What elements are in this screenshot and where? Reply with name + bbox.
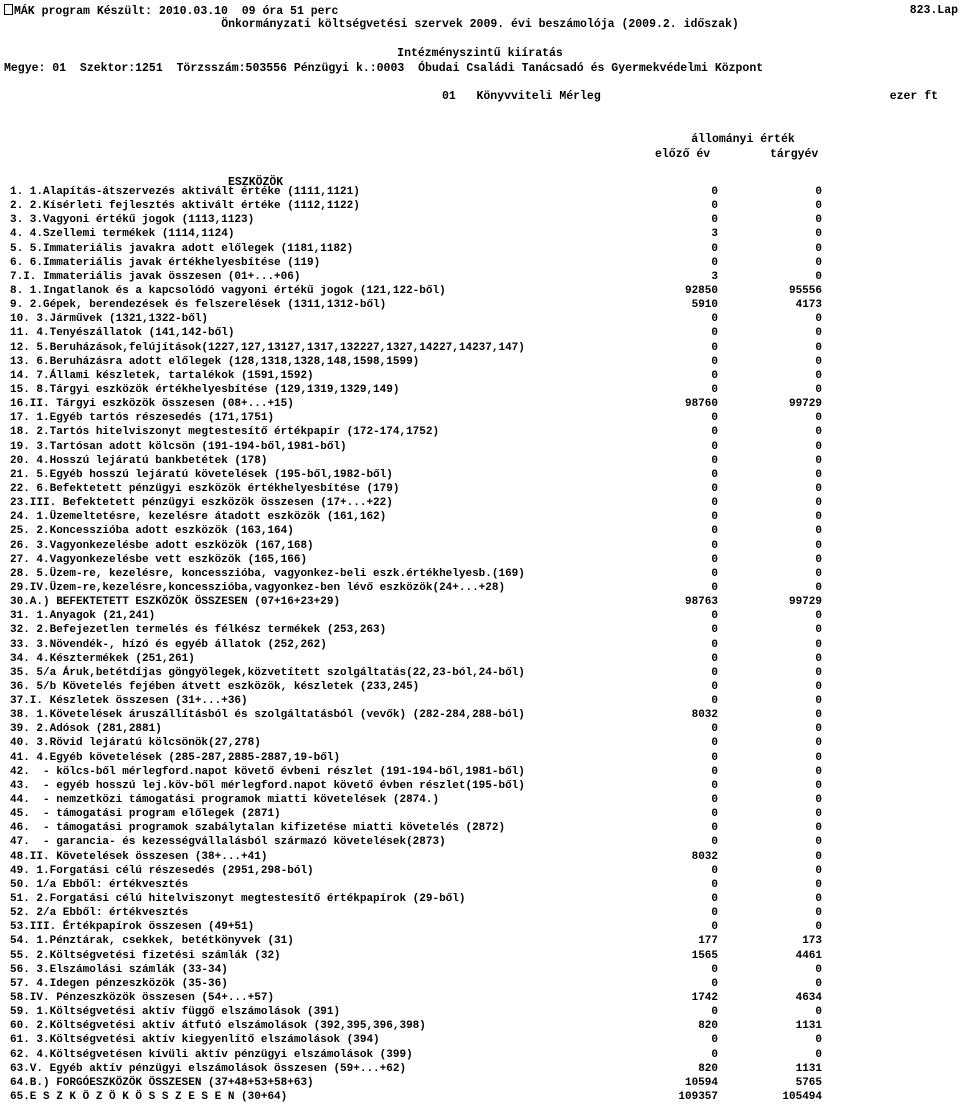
row-label: 60. 2.Költségvetési aktív átfutó elszámolások (392,395,396,398) (10, 1020, 426, 1033)
row-value-curr: 0 (815, 186, 822, 198)
row-label: 41. 4.Egyéb követelések (285-287,2885-2887,19-ből) (10, 751, 341, 764)
row-value-prev: 0 (711, 893, 718, 906)
row-value-prev: 0 (711, 567, 718, 580)
row-label: 14. 7.Állami készletek, tartalékok (1591,1592) (10, 369, 314, 382)
table-row (0, 1048, 960, 1062)
row-label: 24. 1.Üzemeltetésre, kezelésre átadott eszközök (161,162) (10, 511, 387, 524)
table-row (0, 920, 960, 934)
row-value-curr: 0 (815, 412, 822, 425)
row-value-curr: 173 (802, 935, 822, 948)
row-value-prev: 0 (711, 963, 718, 976)
table-row (0, 270, 960, 284)
row-value-curr: 0 (815, 977, 822, 990)
row-label: 47. - garancia- és kezességvállalásból származó követelések(2873) (10, 836, 446, 849)
row-value-curr: 0 (815, 270, 822, 283)
row-value-prev: 0 (711, 808, 718, 821)
row-label: 46. - támogatási programok szabálytalan kifizetése miatti követelés (2872) (10, 822, 506, 835)
row-label: 63.V. Egyéb aktív pénzügyi elszámolások összesen (59+...+62) (10, 1062, 407, 1075)
row-value-curr: 0 (815, 864, 822, 877)
row-label: 38. 1.Követelések áruszállításból és szolgáltatásból (vevők) (282-284,288-ból) (10, 709, 525, 722)
table-row (0, 383, 960, 397)
row-value-prev: 0 (711, 256, 718, 269)
table-row (0, 807, 960, 821)
row-label: 44. - nemzetközi támogatási programok miatti követelések (2874.) (10, 794, 440, 807)
row-value-curr: 0 (815, 327, 822, 340)
row-label: 31. 1.Anyagok (21,241) (10, 610, 156, 623)
row-value-curr: 0 (815, 695, 822, 708)
row-value-curr: 0 (815, 610, 822, 623)
row-label: 64.B.) FORGÓESZKÖZÖK ÖSSZESEN (37+48+53+58+63) (10, 1076, 314, 1089)
table-row (0, 963, 960, 977)
row-value-prev: 0 (711, 327, 718, 340)
unit-label: ezer ft (889, 90, 938, 103)
row-label: 32. 2.Befejezetlen termelés és félkész termékek (253,263) (10, 624, 387, 637)
row-label: 45. - támogatási program előlegek (2871) (10, 808, 281, 821)
row-value-curr: 0 (815, 680, 822, 693)
row-value-prev: 0 (711, 553, 718, 566)
row-value-prev: 0 (711, 765, 718, 778)
row-value-prev: 0 (711, 666, 718, 679)
row-value-curr: 0 (815, 581, 822, 594)
row-value-prev: 10594 (684, 1076, 718, 1089)
table-row (0, 326, 960, 340)
table-row (0, 694, 960, 708)
table-row (0, 355, 960, 369)
table-row (0, 440, 960, 454)
row-value-curr: 0 (815, 1034, 822, 1047)
row-value-curr: 0 (815, 850, 822, 863)
row-value-curr: 4173 (795, 299, 822, 312)
row-value-prev: 0 (711, 313, 718, 326)
table-row (0, 906, 960, 920)
table-row (0, 623, 960, 637)
row-value-prev: 0 (711, 723, 718, 736)
row-value-curr: 0 (815, 497, 822, 510)
row-value-prev: 0 (711, 695, 718, 708)
table-row (0, 949, 960, 963)
institution-meta: Megye: 01 Szektor:1251 Törzsszám:503556 Pénzügyi k.:0003 Óbudai Családi Tanácsadó és Gyermekvédelmi Központ (4, 62, 764, 75)
table-row (0, 708, 960, 722)
table-row (0, 369, 960, 383)
row-label: 42. - kölcs-ből mérlegford.napot követő évbeni részlet (191-194-ből,1981-ből) (10, 765, 525, 778)
table-row (0, 991, 960, 1005)
column-header-curr: tárgyév (770, 148, 819, 161)
row-value-curr: 1131 (795, 1062, 822, 1075)
page-number: 823.Lap (909, 4, 958, 17)
row-value-curr: 0 (815, 511, 822, 524)
row-value-prev: 177 (698, 935, 718, 948)
row-label: 26. 3.Vagyonkezelésbe adott eszközök (167,168) (10, 539, 314, 552)
row-label: 58.IV. Pénzeszközök összesen (54+...+57) (10, 992, 275, 1005)
row-label: 53.III. Értékpapírok összesen (49+51) (10, 921, 255, 934)
row-value-prev: 98763 (684, 596, 718, 609)
row-value-curr: 0 (815, 709, 822, 722)
row-value-curr: 0 (815, 200, 822, 213)
table-row (0, 977, 960, 991)
table-row (0, 751, 960, 765)
row-value-prev: 1565 (691, 949, 718, 962)
row-label: 17. 1.Egyéb tartós részesedés (171,1751) (10, 412, 275, 425)
column-header-prev: előző év (655, 148, 711, 161)
row-label: 34. 4.Késztermékek (251,261) (10, 652, 195, 665)
row-value-curr: 0 (815, 440, 822, 453)
row-value-prev: 0 (711, 214, 718, 227)
row-value-curr: 0 (815, 921, 822, 934)
row-label: 62. 4.Költségvetésen kívüli aktív pénzügyi elszámolások (399) (10, 1048, 413, 1061)
balance-sheet-rows (0, 185, 960, 1104)
table-row (0, 1090, 960, 1104)
row-value-curr: 0 (815, 779, 822, 792)
row-label: 65.E S Z K Ö Z Ö K Ö S S Z E S E N (30+64) (10, 1091, 288, 1103)
row-value-prev: 0 (711, 921, 718, 934)
table-row (0, 567, 960, 581)
row-label: 2. 2.Kísérleti fejlesztés aktivált értéke (1112,1122) (10, 200, 360, 213)
row-value-curr: 0 (815, 426, 822, 439)
row-value-curr: 5765 (795, 1076, 822, 1089)
row-value-curr: 95556 (788, 284, 822, 297)
row-value-curr: 0 (815, 751, 822, 764)
row-value-curr: 0 (815, 808, 822, 821)
row-label: 5. 5.Immateriális javakra adott előlegek (1181,1182) (10, 242, 354, 255)
row-value-prev: 92850 (684, 284, 718, 297)
row-value-curr: 99729 (788, 398, 822, 411)
row-label: 16.II. Tárgyi eszközök összesen (08+...+15) (10, 398, 294, 411)
row-label: 20. 4.Hosszú lejáratú bankbetétek (178) (10, 454, 268, 467)
row-value-curr: 0 (815, 794, 822, 807)
row-value-prev: 0 (711, 1006, 718, 1019)
row-value-prev: 0 (711, 468, 718, 481)
row-label: 37.I. Készletek összesen (31+...+36) (10, 695, 248, 708)
table-row (0, 680, 960, 694)
row-label: 28. 5.Üzem-re, kezelésre, koncesszióba, vagyonkez-beli eszk.értékhelyesb.(169) (10, 567, 525, 580)
row-value-prev: 0 (711, 794, 718, 807)
row-label: 29.IV.Üzem-re,kezelésre,koncesszióba,vagyonkez-ben lévő eszközök(24+...+28) (10, 581, 506, 594)
table-row (0, 1076, 960, 1090)
row-value-curr: 0 (815, 1048, 822, 1061)
table-row (0, 1019, 960, 1033)
row-label: 11. 4.Tenyészállatok (141,142-ből) (10, 327, 235, 340)
row-value-prev: 0 (711, 680, 718, 693)
row-value-prev: 0 (711, 652, 718, 665)
row-value-prev: 5910 (691, 299, 718, 312)
table-row (0, 425, 960, 439)
row-value-prev: 0 (711, 822, 718, 835)
row-value-curr: 99729 (788, 596, 822, 609)
row-value-curr: 0 (815, 963, 822, 976)
row-value-prev: 0 (711, 751, 718, 764)
row-value-curr: 0 (815, 454, 822, 467)
table-row (0, 609, 960, 623)
row-value-prev: 0 (711, 581, 718, 594)
row-label: 3. 3.Vagyoni értékű jogok (1113,1123) (10, 214, 255, 227)
checkbox-glyph-icon (4, 4, 13, 15)
row-value-curr: 0 (815, 242, 822, 255)
row-label: 9. 2.Gépek, berendezések és felszerelések (1311,1312-ből) (10, 299, 387, 312)
row-value-curr: 4634 (795, 992, 822, 1005)
row-value-prev: 820 (698, 1020, 718, 1033)
row-label: 15. 8.Tárgyi eszközök értékhelyesbítése (129,1319,1329,149) (10, 383, 400, 396)
row-value-prev: 0 (711, 1048, 718, 1061)
table-row (0, 666, 960, 680)
row-label: 55. 2.Költségvetési fizetési számlák (32) (10, 949, 281, 962)
row-value-prev: 0 (711, 200, 718, 213)
table-row (0, 736, 960, 750)
row-value-prev: 0 (711, 383, 718, 396)
row-label: 52. 2/a Ebből: értékvesztés (10, 907, 189, 920)
table-row (0, 652, 960, 666)
row-label: 23.III. Befektetett pénzügyi eszközök összesen (17+...+22) (10, 497, 393, 510)
table-row (0, 1005, 960, 1019)
row-value-curr: 0 (815, 907, 822, 920)
row-value-prev: 0 (711, 341, 718, 354)
row-label: 30.A.) BEFEKTETETT ESZKÖZÖK ÖSSZESEN (07+16+23+29) (10, 596, 341, 609)
row-value-curr: 0 (815, 567, 822, 580)
table-row (0, 341, 960, 355)
row-label: 48.II. Követelések összesen (38+...+41) (10, 850, 268, 863)
row-value-prev: 8032 (691, 709, 718, 722)
row-value-curr: 0 (815, 482, 822, 495)
table-row (0, 779, 960, 793)
row-value-curr: 0 (815, 652, 822, 665)
row-label: 43. - egyéb hosszú lej.köv-ből mérlegford.napot követő évben részlet(195-ből) (10, 779, 525, 792)
row-label: 10. 3.Járművek (1321,1322-ből) (10, 313, 209, 326)
row-label: 40. 3.Rövid lejáratú kölcsönök(27,278) (10, 737, 261, 750)
table-row (0, 878, 960, 892)
table-row (0, 312, 960, 326)
row-value-curr: 0 (815, 539, 822, 552)
row-value-prev: 0 (711, 624, 718, 637)
row-label: 4. 4.Szellemi termékek (1114,1124) (10, 228, 235, 241)
table-row (0, 722, 960, 736)
row-value-prev: 0 (711, 737, 718, 750)
row-value-prev: 0 (711, 864, 718, 877)
table-row (0, 793, 960, 807)
row-label: 59. 1.Költségvetési aktív függő elszámolások (391) (10, 1006, 341, 1019)
row-value-prev: 0 (711, 779, 718, 792)
row-label: 39. 2.Adósok (281,2881) (10, 723, 162, 736)
table-row (0, 539, 960, 553)
report-type: Intézményszintű kiíratás (397, 47, 563, 60)
row-value-curr: 0 (815, 214, 822, 227)
table-row (0, 1062, 960, 1076)
row-value-prev: 0 (711, 454, 718, 467)
row-value-curr: 0 (815, 553, 822, 566)
table-row (0, 256, 960, 270)
row-label: 33. 3.Növendék-, hízó és egyéb állatok (252,262) (10, 638, 327, 651)
table-row (0, 821, 960, 835)
column-group-header: állományi érték (691, 133, 795, 146)
row-value-prev: 0 (711, 242, 718, 255)
row-value-curr: 0 (815, 893, 822, 906)
row-value-curr: 0 (815, 878, 822, 891)
row-value-curr: 0 (815, 1006, 822, 1019)
row-value-prev: 3 (711, 270, 718, 283)
row-label: 57. 4.Idegen pénzeszközök (35-36) (10, 977, 228, 990)
row-value-curr: 0 (815, 341, 822, 354)
row-value-curr: 0 (815, 228, 822, 241)
table-row (0, 1033, 960, 1047)
row-value-curr: 0 (815, 666, 822, 679)
row-value-prev: 0 (711, 525, 718, 538)
table-row (0, 850, 960, 864)
row-value-prev: 0 (711, 482, 718, 495)
row-value-prev: 0 (711, 638, 718, 651)
report-header-left (4, 4, 338, 19)
row-value-prev: 0 (711, 511, 718, 524)
row-value-prev: 0 (711, 907, 718, 920)
row-value-curr: 0 (815, 468, 822, 481)
table-row (0, 468, 960, 482)
row-value-curr: 4461 (795, 949, 822, 962)
report-subtitle: Önkormányzati költségvetési szervek 2009. évi beszámolója (2009.2. időszak) (221, 18, 739, 31)
row-value-curr: 0 (815, 638, 822, 651)
row-label: 21. 5.Egyéb hosszú lejáratú követelések (195-ből,1982-ből) (10, 468, 393, 481)
table-row (0, 524, 960, 538)
table-row (0, 835, 960, 849)
row-label: 50. 1/a Ebből: értékvesztés (10, 878, 189, 891)
row-value-prev: 0 (711, 355, 718, 368)
row-value-prev: 0 (711, 878, 718, 891)
table-row (0, 892, 960, 906)
row-value-curr: 1131 (795, 1020, 822, 1033)
row-value-curr: 0 (815, 369, 822, 382)
row-label: 12. 5.Beruházások,felújítások(1227,127,13127,1317,132227,1327,14227,14237,147) (10, 341, 525, 354)
table-row (0, 199, 960, 213)
row-value-prev: 0 (711, 539, 718, 552)
table-row (0, 595, 960, 609)
section-title: ESZKÖZÖK (228, 176, 284, 189)
row-label: 56. 3.Elszámolási számlák (33-34) (10, 963, 228, 976)
row-value-prev: 8032 (691, 850, 718, 863)
table-row (0, 213, 960, 227)
row-value-curr: 0 (815, 383, 822, 396)
row-label: 54. 1.Pénztárak, csekkek, betétkönyvek (31) (10, 935, 294, 948)
row-label: 7.I. Immateriális javak összesen (01+...+06) (10, 270, 301, 283)
table-row (0, 553, 960, 567)
row-label: 49. 1.Forgatási célú részesedés (2951,298-ból) (10, 864, 314, 877)
table-row (0, 765, 960, 779)
row-value-prev: 1742 (691, 992, 718, 1005)
row-value-curr: 0 (815, 765, 822, 778)
row-value-prev: 0 (711, 440, 718, 453)
row-value-prev: 98760 (684, 398, 718, 411)
table-row (0, 496, 960, 510)
table-row (0, 864, 960, 878)
row-label: 51. 2.Forgatási célú hitelviszonyt megtestesítő értékpapírok (29-ből) (10, 893, 466, 906)
table-row (0, 185, 960, 199)
table-row (0, 454, 960, 468)
row-label: 27. 4.Vagyonkezelésbe vett eszközök (165,166) (10, 553, 308, 566)
row-value-prev: 820 (698, 1062, 718, 1075)
row-value-curr: 0 (815, 723, 822, 736)
row-value-curr: 0 (815, 624, 822, 637)
row-value-prev: 0 (711, 977, 718, 990)
row-label: 13. 6.Beruházásra adott előlegek (128,1318,1328,148,1598,1599) (10, 355, 420, 368)
row-label: 25. 2.Koncesszióba adott eszközök (163,164) (10, 525, 294, 538)
row-value-curr: 0 (815, 355, 822, 368)
row-value-curr: 105494 (782, 1091, 822, 1103)
row-value-prev: 109357 (678, 1091, 718, 1103)
row-value-curr: 0 (815, 822, 822, 835)
row-value-prev: 0 (711, 836, 718, 849)
row-label: 1. 1.Alapítás-átszervezés aktivált értéke (1111,1121) (10, 186, 360, 198)
row-value-curr: 0 (815, 256, 822, 269)
table-row (0, 638, 960, 652)
table-row (0, 581, 960, 595)
row-value-prev: 0 (711, 497, 718, 510)
row-label: 61. 3.Költségvetési aktív kiegyenlítő elszámolások (394) (10, 1034, 380, 1047)
row-value-curr: 0 (815, 313, 822, 326)
table-row (0, 397, 960, 411)
row-value-prev: 0 (711, 610, 718, 623)
row-value-curr: 0 (815, 737, 822, 750)
row-value-prev: 0 (711, 412, 718, 425)
row-label: 18. 2.Tartós hitelviszonyt megtestesítő értékpapír (172-174,1752) (10, 426, 440, 439)
row-label: 8. 1.Ingatlanok és a kapcsolódó vagyoni értékű jogok (121,122-ből) (10, 284, 446, 297)
table-row (0, 411, 960, 425)
table-row (0, 284, 960, 298)
table-row (0, 510, 960, 524)
document-title: 01 Könyvviteli Mérleg (442, 90, 601, 103)
row-value-prev: 0 (711, 186, 718, 198)
table-row (0, 298, 960, 312)
report-created-text: MÁK program Készült: 2010.03.10 09 óra 51 perc (14, 5, 339, 18)
table-row (0, 482, 960, 496)
row-value-prev: 0 (711, 1034, 718, 1047)
row-label: 19. 3.Tartósan adott kölcsön (191-194-ből,1981-ből) (10, 440, 347, 453)
row-value-prev: 0 (711, 369, 718, 382)
row-label: 22. 6.Befektetett pénzügyi eszközök értékhelyesbítése (179) (10, 482, 400, 495)
row-value-curr: 0 (815, 836, 822, 849)
table-row (0, 227, 960, 241)
row-label: 35. 5/a Áruk,betétdíjas göngyölegek,közvetített szolgáltatás(22,23-ból,24-ből) (10, 666, 525, 679)
row-value-prev: 0 (711, 426, 718, 439)
table-row (0, 242, 960, 256)
row-label: 36. 5/b Követelés fejében átvett eszközök, készletek (233,245) (10, 680, 420, 693)
row-value-curr: 0 (815, 525, 822, 538)
row-label: 6. 6.Immateriális javak értékhelyesbítése (119) (10, 256, 321, 269)
table-row (0, 934, 960, 948)
row-value-prev: 3 (711, 228, 718, 241)
